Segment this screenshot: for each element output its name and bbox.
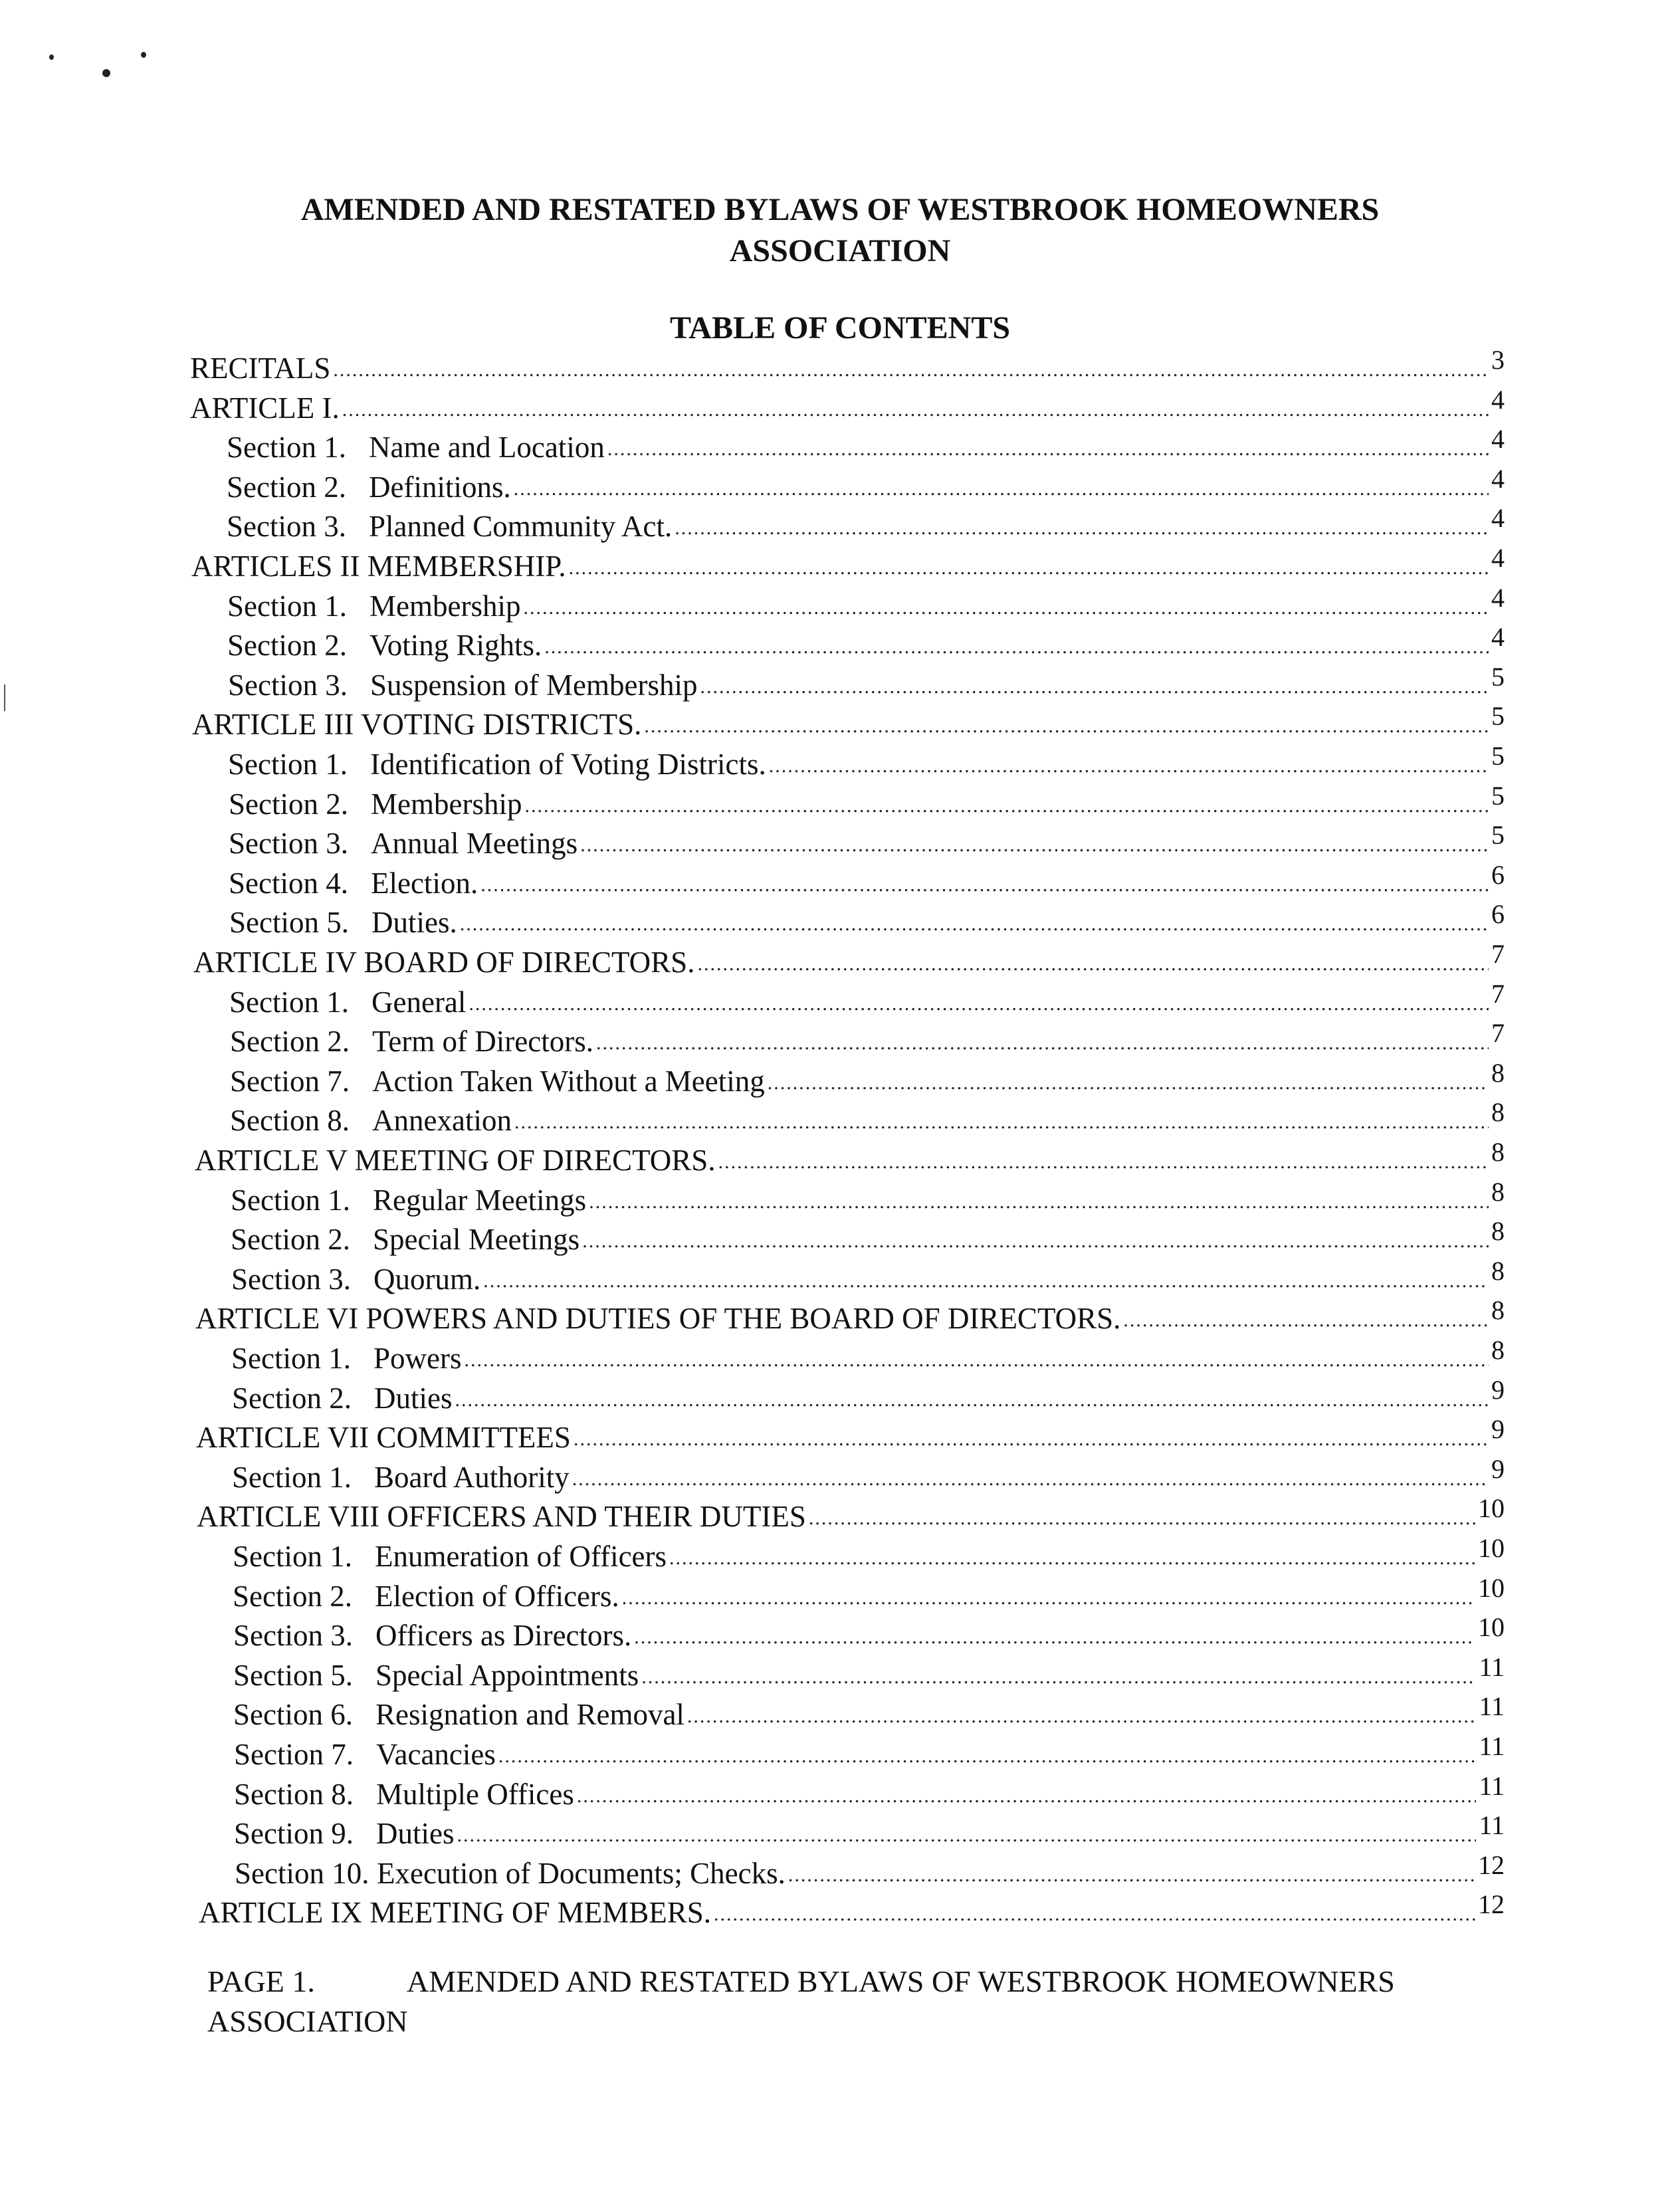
toc-page-number: 10 (1478, 1493, 1505, 1523)
toc-entry-title (230, 1024, 593, 1059)
toc-page-number: 12 (1478, 1850, 1505, 1880)
toc-dot-leader (669, 1541, 1475, 1576)
toc-article-entry (195, 1137, 1505, 1182)
toc-entry-title (234, 1816, 455, 1851)
toc-section-number: Section 8. (234, 1778, 354, 1811)
toc-entry-title (230, 1064, 765, 1098)
toc-entry-title (231, 1262, 480, 1297)
toc-entry-label: Identification of Voting Districts. (370, 748, 766, 781)
toc-page-number: 7 (1491, 1018, 1505, 1048)
toc-entry-title (233, 1579, 619, 1614)
toc-section-entry (227, 622, 1505, 667)
toc-section-entry (234, 1810, 1505, 1855)
toc-page-number: 8 (1491, 1335, 1505, 1365)
toc-page-number: 5 (1491, 741, 1505, 771)
page-footer (207, 1962, 1536, 2041)
toc-entry-title (227, 589, 520, 623)
toc-dot-leader (523, 591, 1489, 625)
toc-section-entry (228, 741, 1505, 785)
toc-entry-label: Special Meetings (373, 1223, 580, 1256)
toc-entry-label: Term of Directors. (372, 1025, 593, 1058)
toc-section-number: Section 2. (229, 787, 348, 821)
toc-section-entry (235, 1850, 1505, 1895)
toc-page-number: 9 (1491, 1414, 1505, 1444)
toc-entry-title (195, 1143, 716, 1178)
toc-section-number: Section 6. (233, 1698, 353, 1731)
toc-entry-label: General (371, 986, 467, 1019)
toc-section-entry (232, 1454, 1505, 1499)
toc-dot-leader (1123, 1303, 1489, 1338)
toc-section-number: Section 7. (234, 1738, 354, 1771)
toc-page-number: 4 (1491, 464, 1505, 494)
toc-page-number: 10 (1478, 1533, 1505, 1563)
toc-dot-leader (514, 472, 1489, 506)
toc-dot-leader (582, 1224, 1489, 1259)
toc-entry-title (234, 1737, 496, 1772)
toc-section-number: Section 3. (227, 510, 346, 543)
toc-page-number: 4 (1491, 583, 1505, 613)
footer-title-line-1: AMENDED AND RESTATED BYLAWS OF WESTBROOK HOMEOWNERS (407, 1964, 1395, 1998)
toc-article-entry (199, 1889, 1505, 1934)
toc-dot-leader (768, 1066, 1489, 1100)
toc-entry-title (231, 1341, 462, 1376)
toc-dot-leader (498, 1739, 1477, 1774)
toc-section-number: Section 1. (232, 1461, 352, 1494)
toc-section-number: Section 4. (229, 867, 348, 900)
toc-page-number: 5 (1491, 781, 1505, 811)
toc-dot-leader (333, 353, 1489, 387)
toc-section-number: Section 1. (231, 1342, 351, 1375)
toc-entry-title (234, 1777, 574, 1812)
toc-dot-leader (622, 1581, 1475, 1616)
toc-dot-leader (465, 1343, 1489, 1378)
toc-page-number: 10 (1478, 1612, 1505, 1642)
toc-section-number: Section 2. (233, 1580, 352, 1613)
toc-dot-leader (644, 709, 1489, 744)
toc-dot-leader (700, 670, 1489, 704)
toc-page-number: 8 (1491, 1137, 1505, 1167)
toc-entry-label: Duties (376, 1817, 455, 1850)
footer-title-line-2: ASSOCIATION (207, 2004, 408, 2038)
toc-dot-leader (714, 1897, 1475, 1932)
toc-entry-title (233, 1539, 667, 1574)
toc-page-number: 10 (1478, 1573, 1505, 1603)
toc-entry-title (193, 945, 694, 980)
toc-entry-label: Powers (373, 1342, 462, 1375)
toc-dot-leader (577, 1779, 1477, 1814)
toc-dot-leader (675, 511, 1489, 546)
toc-section-entry (230, 1058, 1505, 1102)
toc-dot-leader (788, 1858, 1475, 1893)
toc-dot-leader (455, 1383, 1489, 1417)
document-title-line-2: ASSOCIATION (729, 233, 951, 268)
toc-dot-leader (544, 630, 1489, 665)
toc-entry-label: ARTICLES II MEMBERSHIP. (191, 550, 566, 583)
toc-entry-title (228, 747, 766, 782)
toc-dot-leader (480, 868, 1489, 902)
toc-page-number: 11 (1479, 1731, 1505, 1761)
toc-entry-label: Membership (369, 589, 521, 623)
toc-dot-leader (524, 789, 1489, 823)
toc-dot-leader (697, 947, 1489, 982)
toc-entry-title (190, 351, 330, 385)
toc-section-entry (231, 1256, 1505, 1301)
toc-section-number: Section 3. (229, 827, 348, 860)
toc-entry-title (229, 905, 457, 940)
toc-section-entry (234, 1771, 1505, 1816)
toc-entry-title (191, 549, 566, 583)
toc-entry-label: Quorum. (373, 1263, 481, 1296)
toc-dot-leader (469, 987, 1489, 1021)
toc-entry-title (229, 826, 578, 861)
toc-page-number: 4 (1491, 622, 1505, 652)
toc-entry-title (228, 668, 697, 702)
toc-section-number: Section 10. (235, 1857, 369, 1890)
toc-dot-leader (457, 1818, 1477, 1853)
toc-page-number: 8 (1491, 1097, 1505, 1127)
toc-entry-title (190, 391, 340, 425)
toc-entry-label: Vacancies (376, 1738, 496, 1771)
toc-section-number: Section 2. (227, 629, 347, 662)
toc-section-entry (227, 424, 1505, 469)
toc-section-entry (231, 1335, 1505, 1380)
toc-dot-leader (589, 1185, 1489, 1219)
toc-entry-label: Election. (371, 867, 478, 900)
toc-entry-title (227, 509, 672, 544)
toc-page-number: 5 (1491, 820, 1505, 850)
toc-entry-label: Duties (374, 1382, 453, 1415)
toc-entry-title (195, 1301, 1120, 1336)
toc-page-number: 11 (1479, 1652, 1505, 1682)
toc-section-entry (227, 583, 1505, 627)
toc-section-number: Section 5. (229, 906, 349, 939)
toc-dot-leader (342, 393, 1489, 427)
toc-entry-label: Suspension of Membership (370, 669, 698, 702)
toc-page-number: 12 (1478, 1889, 1505, 1919)
toc-entry-label: Duties. (371, 906, 457, 939)
toc-entry-label: ARTICLE VIII OFFICERS AND THEIR DUTIES (197, 1500, 806, 1533)
toc-section-entry (233, 1533, 1505, 1578)
toc-dot-leader (569, 551, 1489, 585)
toc-section-entry (227, 464, 1505, 508)
toc-page-number: 8 (1491, 1058, 1505, 1088)
toc-page-number: 11 (1479, 1771, 1505, 1801)
toc-section-number: Section 1. (227, 431, 346, 464)
toc-page-number: 3 (1491, 345, 1505, 375)
toc-section-entry (229, 979, 1505, 1023)
toc-entry-label: Board Authority (374, 1461, 570, 1494)
toc-entry-title (227, 628, 542, 663)
toc-page-number: 4 (1491, 543, 1505, 573)
toc-page-number: 8 (1491, 1216, 1505, 1246)
toc-section-number: Section 1. (227, 589, 347, 623)
toc-dot-leader (596, 1026, 1489, 1061)
toc-section-entry (232, 1375, 1505, 1419)
document-title-line-1: AMENDED AND RESTATED BYLAWS OF WESTBROOK HOMEOWNERS (300, 192, 1380, 227)
toc-dot-leader (607, 432, 1489, 467)
toc-section-number: Section 2. (232, 1382, 352, 1415)
toc-dot-leader (580, 828, 1489, 863)
toc-entry-label: Resignation and Removal (375, 1698, 684, 1731)
toc-section-number: Section 3. (231, 1263, 351, 1296)
toc-entry-title (229, 866, 478, 900)
toc-section-entry (233, 1691, 1505, 1736)
toc-page-number: 4 (1491, 424, 1505, 454)
toc-entry-title (233, 1618, 631, 1653)
toc-entry-title (197, 1499, 806, 1534)
toc-entry-label: Election of Officers. (375, 1580, 619, 1613)
toc-section-number: Section 1. (231, 1184, 350, 1217)
toc-dot-leader (687, 1699, 1477, 1734)
toc-entry-label: Voting Rights. (369, 629, 542, 662)
toc-entry-title (231, 1222, 579, 1257)
toc-section-entry (229, 820, 1505, 865)
toc-entry-title (227, 470, 511, 504)
toc-section-number: Section 2. (231, 1223, 350, 1256)
toc-entry-title (230, 1103, 512, 1138)
toc-section-number: Section 3. (233, 1619, 353, 1652)
toc-entry-label: Annexation (372, 1104, 512, 1137)
toc-entry-label: Name and Location (369, 431, 605, 464)
toc-entry-label: ARTICLE VII COMMITTEES (196, 1421, 571, 1454)
toc-entry-title (233, 1697, 684, 1732)
toc-entry-title (192, 707, 641, 742)
toc-page-number: 9 (1491, 1375, 1505, 1405)
toc-section-number: Section 1. (228, 748, 348, 781)
toc-page-number: 7 (1491, 939, 1505, 969)
toc-page-number: 8 (1491, 1295, 1505, 1325)
toc-entry-title (233, 1658, 639, 1693)
toc-section-entry (230, 1018, 1505, 1063)
toc-dot-leader (718, 1145, 1489, 1180)
toc-section-entry (227, 503, 1505, 548)
toc-dot-leader (769, 749, 1489, 783)
toc-dot-leader (483, 1264, 1489, 1299)
toc-section-entry (229, 781, 1505, 825)
toc-section-number: Section 1. (229, 986, 349, 1019)
toc-entry-label: Regular Meetings (373, 1184, 587, 1217)
toc-entry-label: ARTICLE III VOTING DISTRICTS. (192, 708, 642, 741)
toc-page-number: 11 (1479, 1810, 1505, 1840)
toc-article-entry (196, 1414, 1505, 1459)
toc-entry-label: Planned Community Act. (369, 510, 673, 543)
toc-entry-title (229, 787, 522, 821)
toc-entry-title (232, 1460, 570, 1495)
toc-section-entry (229, 899, 1505, 944)
toc-section-entry (230, 1097, 1505, 1142)
toc-entry-label: Special Appointments (375, 1659, 639, 1692)
toc-section-number: Section 8. (230, 1104, 350, 1137)
toc-dot-leader (574, 1422, 1489, 1457)
toc-page-number: 5 (1491, 662, 1505, 692)
toc-entry-title (231, 1183, 586, 1217)
toc-section-entry (231, 1216, 1505, 1261)
toc-entry-label: Multiple Offices (376, 1778, 574, 1811)
toc-entry-label: RECITALS (190, 352, 331, 385)
toc-section-entry (228, 662, 1505, 706)
toc-section-number: Section 7. (230, 1065, 350, 1098)
toc-article-entry (190, 345, 1505, 389)
toc-page-number: 11 (1479, 1691, 1505, 1721)
toc-section-number: Section 2. (230, 1025, 350, 1058)
toc-section-entry (231, 1177, 1505, 1221)
toc-section-entry (233, 1652, 1505, 1697)
toc-entry-label: Membership (371, 787, 522, 821)
footer-line-1 (207, 1962, 1536, 2002)
toc-entry-title (232, 1381, 453, 1415)
toc-entry-title (229, 985, 466, 1019)
toc-entry-label: Execution of Documents; Checks. (377, 1857, 786, 1890)
toc-entry-label: Officers as Directors. (375, 1619, 632, 1652)
toc-entry-label: Action Taken Without a Meeting (372, 1065, 765, 1098)
toc-entry-label: ARTICLE VI POWERS AND DUTIES OF THE BOARD OF DIRECTORS. (195, 1302, 1121, 1335)
toc-page-number: 8 (1491, 1256, 1505, 1286)
toc-entry-label: ARTICLE I. (190, 391, 340, 425)
toc-page-number: 6 (1491, 899, 1505, 929)
toc-article-entry (197, 1493, 1505, 1538)
toc-dot-leader (460, 907, 1489, 942)
toc-section-entry (233, 1573, 1505, 1617)
toc-heading: TABLE OF CONTENTS (669, 310, 1011, 346)
toc-section-number: Section 3. (228, 669, 348, 702)
toc-section-number: Section 2. (227, 470, 346, 504)
toc-page-number: 7 (1491, 979, 1505, 1009)
toc-section-entry (229, 860, 1505, 904)
toc-article-entry (191, 543, 1505, 587)
toc-dot-leader (572, 1462, 1489, 1497)
toc-entry-label: Annual Meetings (371, 827, 578, 860)
toc-page-number: 6 (1491, 860, 1505, 890)
toc-entry-title (227, 430, 605, 465)
toc-article-entry (192, 701, 1505, 746)
toc-section-number: Section 1. (233, 1540, 352, 1573)
toc-section-entry (233, 1612, 1505, 1657)
toc-article-entry (193, 939, 1505, 984)
toc-article-entry (190, 385, 1505, 429)
toc-entry-label: Definitions. (369, 470, 511, 504)
toc-entry-title (199, 1895, 711, 1930)
toc-section-number: Section 5. (233, 1659, 353, 1692)
toc-section-number: Section 9. (234, 1817, 354, 1850)
toc-article-entry (195, 1295, 1505, 1340)
toc-dot-leader (809, 1501, 1475, 1536)
toc-page-number: 5 (1491, 701, 1505, 731)
toc-entry-label: ARTICLE IX MEETING OF MEMBERS. (199, 1896, 712, 1929)
footer-page-label: PAGE 1. (207, 1964, 315, 1998)
toc-entry-label: Enumeration of Officers (375, 1540, 667, 1573)
toc-dot-leader (634, 1620, 1475, 1655)
toc-entry-title (196, 1420, 571, 1455)
toc-entry-label: ARTICLE V MEETING OF DIRECTORS. (195, 1144, 716, 1177)
toc-dot-leader (641, 1660, 1476, 1695)
toc-entry-title (235, 1856, 786, 1891)
toc-page-number: 4 (1491, 385, 1505, 415)
toc-page-number: 8 (1491, 1177, 1505, 1207)
toc-dot-leader (514, 1105, 1489, 1140)
toc-page-number: 4 (1491, 503, 1505, 533)
toc-page-number: 9 (1491, 1454, 1505, 1484)
toc-section-entry (234, 1731, 1505, 1776)
toc-entry-label: ARTICLE IV BOARD OF DIRECTORS. (193, 946, 695, 979)
